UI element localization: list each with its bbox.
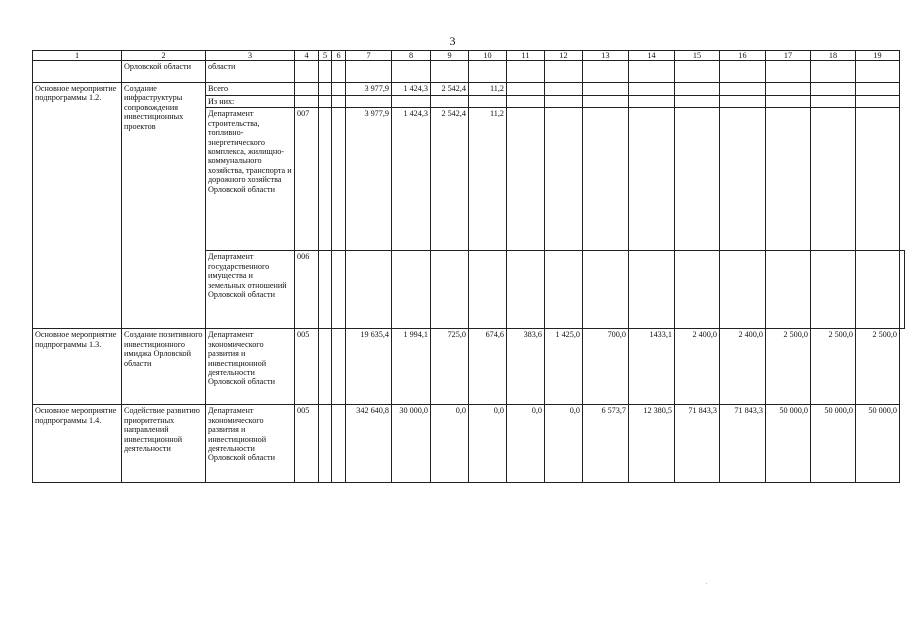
value-cell: 725,0 bbox=[431, 329, 469, 405]
value-cell: 2 542,4 bbox=[431, 108, 469, 251]
header-cell: 12 bbox=[545, 51, 583, 61]
department-cell: Департамент экономического развития и инвестиционной деятельности Орловской области bbox=[206, 405, 295, 483]
header-cell: 3 bbox=[206, 51, 295, 61]
value-cell: 3 977,9 bbox=[346, 108, 392, 251]
budget-table bbox=[32, 50, 905, 483]
value-cell: 2 500,0 bbox=[856, 329, 900, 405]
value-cell: 6 573,7 bbox=[583, 405, 629, 483]
value-cell: 1 425,0 bbox=[545, 329, 583, 405]
value-cell: 2 400,0 bbox=[720, 329, 766, 405]
event-name-cell: Создание позитивного инвестиционного имиджа Орловской области bbox=[122, 329, 206, 405]
value-cell: 0,0 bbox=[431, 405, 469, 483]
value-cell: 1433,1 bbox=[629, 329, 675, 405]
value-cell: 1 424,3 bbox=[392, 108, 431, 251]
value-cell: 71 843,3 bbox=[675, 405, 720, 483]
value-cell: 342 640,8 bbox=[346, 405, 392, 483]
value-cell: 50 000,0 bbox=[856, 405, 900, 483]
value-cell: 0,0 bbox=[469, 405, 507, 483]
header-cell: 1 bbox=[33, 51, 122, 61]
header-cell: 9 bbox=[431, 51, 469, 61]
table-row bbox=[33, 83, 905, 96]
of-them-label-cell: Из них: bbox=[206, 96, 295, 108]
header-cell: 5 bbox=[319, 51, 332, 61]
header-cell: 11 bbox=[507, 51, 545, 61]
value-cell: 50 000,0 bbox=[811, 405, 856, 483]
value-cell: 2 500,0 bbox=[766, 329, 811, 405]
value-cell: 0,0 bbox=[507, 405, 545, 483]
header-cell: 2 bbox=[122, 51, 206, 61]
value-cell: 2 400,0 bbox=[675, 329, 720, 405]
table-row bbox=[33, 405, 905, 483]
header-cell: 17 bbox=[766, 51, 811, 61]
total-label-cell: Всего bbox=[206, 83, 295, 96]
code-cell: 005 bbox=[295, 405, 319, 483]
continuation-dept-cell: области bbox=[206, 61, 295, 83]
event-name-cell: Содействие развитию приоритетных направлений инвестиционной деятельности bbox=[122, 405, 206, 483]
header-cell: 15 bbox=[675, 51, 720, 61]
code-cell: 007 bbox=[295, 108, 319, 251]
value-cell: 11,2 bbox=[469, 108, 507, 251]
department-cell: Департамент экономического развития и инвестиционной деятельности Орловской области bbox=[206, 329, 295, 405]
header-cell: 8 bbox=[392, 51, 431, 61]
header-cell: 19 bbox=[856, 51, 900, 61]
department-cell: Департамент государственного имущества и земельных отношений Орловской области bbox=[206, 251, 295, 329]
header-cell: 4 bbox=[295, 51, 319, 61]
value-cell: 11,2 bbox=[469, 83, 507, 96]
value-cell: 30 000,0 bbox=[392, 405, 431, 483]
scan-speck bbox=[706, 583, 707, 584]
continuation-row bbox=[33, 61, 905, 83]
event-name-cell: Создание инфраструктуры сопровождения инвестиционных проектов bbox=[122, 83, 206, 329]
value-cell: 2 542,4 bbox=[431, 83, 469, 96]
page-number: 3 bbox=[449, 34, 456, 48]
code-cell: 006 bbox=[295, 251, 319, 329]
value-cell: 71 843,3 bbox=[720, 405, 766, 483]
header-cell: 7 bbox=[346, 51, 392, 61]
value-cell: 2 500,0 bbox=[811, 329, 856, 405]
event-cell: Основное мероприятие подпрограммы 1.2. bbox=[33, 83, 122, 329]
continuation-name-cell: Орловской области bbox=[122, 61, 206, 83]
value-cell: 0,0 bbox=[545, 405, 583, 483]
value-cell: 700,0 bbox=[583, 329, 629, 405]
value-cell: 674,6 bbox=[469, 329, 507, 405]
header-cell: 13 bbox=[583, 51, 629, 61]
header-cell: 18 bbox=[811, 51, 856, 61]
header-cell: 14 bbox=[629, 51, 675, 61]
code-cell: 005 bbox=[295, 329, 319, 405]
value-cell: 1 424,3 bbox=[392, 83, 431, 96]
event-cell: Основное мероприятие подпрограммы 1.3. bbox=[33, 329, 122, 405]
column-number-row bbox=[33, 51, 905, 61]
table-row bbox=[33, 329, 905, 405]
event-cell: Основное мероприятие подпрограммы 1.4. bbox=[33, 405, 122, 483]
header-cell: 10 bbox=[469, 51, 507, 61]
value-cell: 383,6 bbox=[507, 329, 545, 405]
value-cell: 3 977,9 bbox=[346, 83, 392, 96]
value-cell: 50 000,0 bbox=[766, 405, 811, 483]
value-cell: 19 635,4 bbox=[346, 329, 392, 405]
department-cell: Департамент строительства, топливно-энергетического комплекса, жилищно-коммунального хозяйства, транспорта и дорожного хозяйства Орловской области bbox=[206, 108, 295, 251]
header-cell: 16 bbox=[720, 51, 766, 61]
header-cell: 6 bbox=[332, 51, 346, 61]
value-cell: 12 380,5 bbox=[629, 405, 675, 483]
value-cell: 1 994,1 bbox=[392, 329, 431, 405]
